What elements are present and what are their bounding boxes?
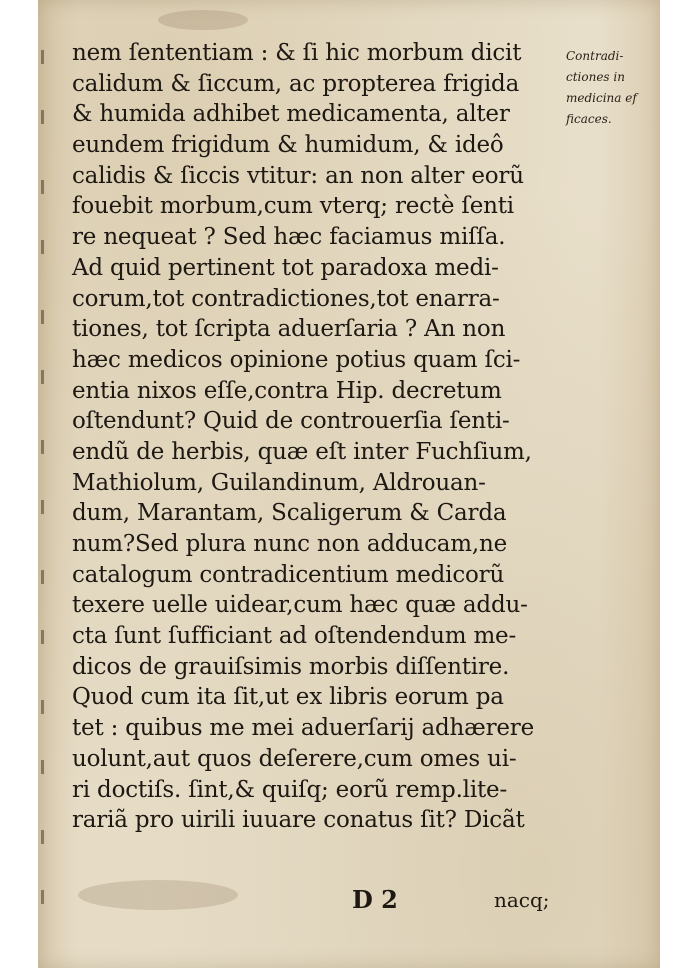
margin-note-line: medicina ef — [566, 91, 637, 105]
text-line: catalogum contradicentium medicorũ — [72, 561, 505, 588]
margin-note — [566, 46, 658, 130]
text-line: oſtendunt? Quid de controuerſia ſenti- — [72, 408, 510, 435]
text-line: tet : quibus me mei aduerſarij adhærere — [72, 715, 534, 742]
text-line: entia nixos eſſe,contra Hip. decretum — [72, 377, 502, 404]
text-line: nem ſententiam : & ſi hic morbum dicit — [72, 40, 522, 66]
text-line: uolunt,aut quos deſerere,cum omes ui- — [72, 745, 517, 772]
text-line: calidum & ſiccum, ac propterea frigida — [72, 70, 520, 97]
text-line: num?Sed plura nunc non adducam,ne — [72, 531, 508, 557]
text-line: cta ſunt ſufficiant ad oſtendendum me- — [72, 623, 517, 650]
text-line: dum, Marantam, Scaligerum & Carda — [72, 500, 507, 527]
text-line: endũ de herbis, quæ eſt inter Fuchſium, — [72, 438, 532, 465]
signature-mark: D 2 — [352, 885, 398, 914]
text-line: Mathiolum, Guilandinum, Aldrouan- — [72, 469, 486, 496]
page-footer — [0, 880, 690, 920]
text-line: ri doctiſs. ſint,& quiſq; eorũ remp.lite- — [72, 776, 508, 803]
margin-note-line: Contradi- — [566, 49, 624, 63]
text-line: fouebit morbum,cum vterq; rectè ſenti — [72, 193, 514, 220]
binding-edge-marks — [38, 30, 52, 930]
text-line: texere uelle uidear,cum hæc quæ addu- — [72, 592, 528, 619]
text-line: tiones, tot ſcripta aduerſaria ? An non — [72, 316, 506, 343]
body-text — [72, 38, 560, 836]
text-line: eundem frigidum & humidum, & ideô — [72, 132, 504, 159]
text-line: dicos de grauiſsimis morbis diſſentire. — [72, 653, 510, 680]
text-line: calidis & ſiccis vtitur: an non alter eorũ — [72, 162, 524, 189]
text-line: rariã pro uirili iuuare conatus ſit? Dicãt — [72, 807, 525, 834]
catchword: nacq; — [494, 888, 550, 912]
text-line: & humida adhibet medicamenta, alter — [72, 101, 510, 128]
margin-note-line: ficaces. — [566, 112, 612, 126]
text-line: corum,tot contradictiones,tot enarra- — [72, 285, 500, 312]
margin-note-line: ctiones in — [566, 70, 625, 84]
text-line: Ad quid pertinent tot paradoxa medi- — [72, 254, 499, 281]
page-stain — [158, 10, 248, 30]
text-line: hæc medicos opinione potius quam ſci- — [72, 346, 521, 373]
text-line: re nequeat ? Sed hæc faciamus miſſa. — [72, 224, 506, 251]
text-line: Quod cum ita ſit,ut ex libris eorum pa — [72, 684, 504, 711]
